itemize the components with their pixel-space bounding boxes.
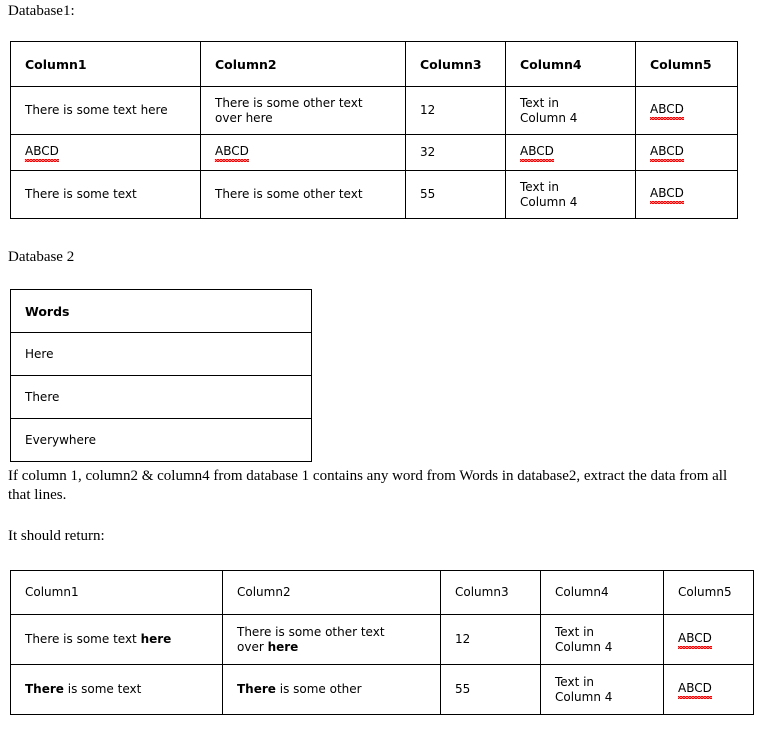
misspelled-word: ABCD [650, 144, 684, 161]
column-header-2: Column2 [223, 571, 441, 615]
cell-col1 [11, 135, 201, 171]
cell-col3: 12 [406, 87, 506, 135]
column-header-3: Column3 [441, 571, 541, 615]
cell-text-tail: is some other [275, 682, 362, 696]
misspelled-word: ABCD [678, 681, 712, 698]
cell-col5 [664, 665, 754, 715]
misspelled-word: ABCD [520, 144, 554, 161]
cell-line-2: Column 4 [520, 110, 578, 125]
column-header-words: Words [11, 290, 312, 333]
cell-line-2: Column 4 [555, 639, 613, 654]
cell-col2 [223, 615, 441, 665]
cell-text-plain: over [237, 639, 268, 654]
cell-line-2: over here [215, 110, 273, 125]
cell-line-1: There is some other text [237, 624, 385, 639]
cell-line-1: Text in [555, 674, 595, 689]
cell-col3: 32 [406, 135, 506, 171]
cell-line-1: Text in [520, 95, 560, 110]
cell-line-2: Column 4 [555, 689, 613, 704]
table-header-row [11, 571, 754, 615]
cell-text-plain: There is some text [25, 632, 141, 646]
column-header-5: Column5 [664, 571, 754, 615]
column-header-5: Column5 [636, 42, 738, 87]
words-table [10, 289, 312, 462]
misspelled-word: ABCD [25, 144, 59, 161]
misspelled-word: ABCD [678, 631, 712, 648]
cell-col5 [636, 171, 738, 219]
column-header-1: Column1 [11, 571, 223, 615]
table-row [11, 615, 754, 665]
table-row [11, 376, 312, 419]
column-header-1: Column1 [11, 42, 201, 87]
cell-word: Everywhere [11, 419, 312, 462]
table-header-row [11, 290, 312, 333]
table-row [11, 419, 312, 462]
cell-col2 [201, 87, 406, 135]
cell-line-1: Text in [555, 624, 595, 639]
cell-col4 [506, 171, 636, 219]
misspelled-word: ABCD [650, 186, 684, 203]
cell-col1: There is some text here [11, 87, 201, 135]
cell-col1 [11, 615, 223, 665]
table-row [11, 333, 312, 376]
instruction-paragraph: If column 1, column2 & column4 from database 1 contains any word from Words in database2, extract the data from all that lines. [8, 468, 728, 503]
cell-text-highlight: here [140, 632, 172, 646]
cell-col2 [223, 665, 441, 715]
cell-col4 [506, 87, 636, 135]
cell-col2: There is some other text [201, 171, 406, 219]
cell-col3: 55 [406, 171, 506, 219]
cell-col5 [636, 87, 738, 135]
cell-line-1: Text in [520, 179, 560, 194]
result-table [10, 570, 754, 715]
cell-text-tail: is some text [63, 682, 142, 696]
cell-col3: 55 [441, 665, 541, 715]
column-header-4: Column4 [541, 571, 664, 615]
cell-line-2 [237, 640, 440, 655]
cell-col1: There is some text [11, 171, 201, 219]
database2-label: Database 2 [8, 249, 75, 265]
cell-col4 [541, 665, 664, 715]
cell-col4 [506, 135, 636, 171]
misspelled-word: ABCD [215, 144, 249, 161]
cell-col1 [11, 665, 223, 715]
column-header-3: Column3 [406, 42, 506, 87]
cell-text-highlight: There [237, 682, 276, 696]
cell-col2 [201, 135, 406, 171]
cell-col5 [664, 615, 754, 665]
database1-table [10, 41, 738, 219]
cell-word: There [11, 376, 312, 419]
result-label: It should return: [8, 528, 105, 544]
table-row [11, 87, 738, 135]
cell-text-highlight: There [25, 682, 64, 696]
column-header-2: Column2 [201, 42, 406, 87]
cell-line-2: Column 4 [520, 194, 578, 209]
column-header-4: Column4 [506, 42, 636, 87]
cell-col4 [541, 615, 664, 665]
cell-col3: 12 [441, 615, 541, 665]
table-row [11, 665, 754, 715]
misspelled-word: ABCD [650, 102, 684, 119]
table-row [11, 171, 738, 219]
table-row [11, 135, 738, 171]
database1-label: Database1: [8, 3, 75, 19]
table-header-row [11, 42, 738, 87]
cell-word: Here [11, 333, 312, 376]
cell-text-highlight: here [267, 639, 299, 654]
cell-line-1: There is some other text [215, 95, 363, 110]
cell-col5 [636, 135, 738, 171]
